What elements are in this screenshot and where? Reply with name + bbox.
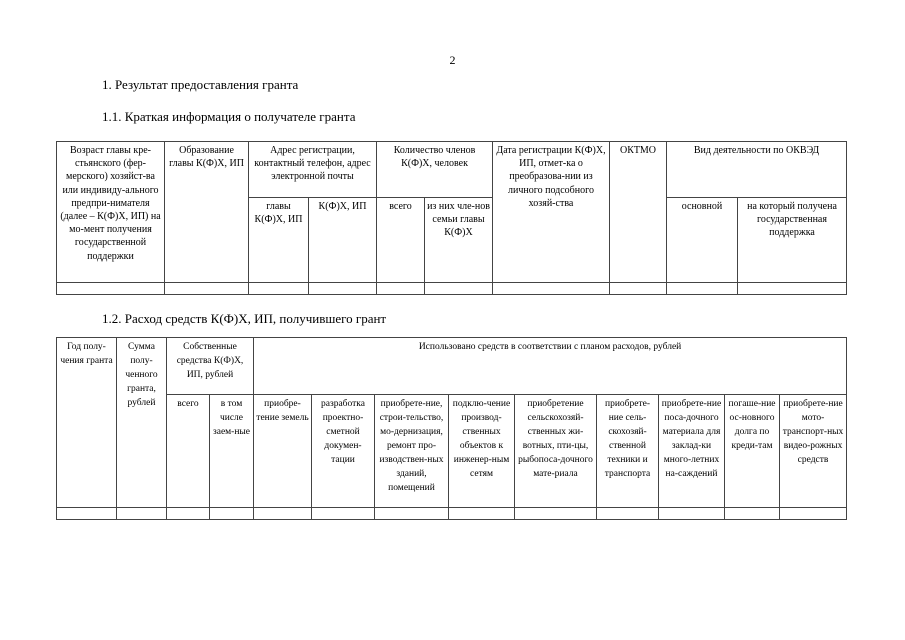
table-cell [738, 283, 847, 295]
table-cell [725, 508, 780, 520]
table-cell [375, 508, 449, 520]
table-row [57, 508, 847, 520]
table-row [57, 283, 847, 295]
table-cell [493, 283, 610, 295]
subheader-vehicles: приобрете-ние мото-транспорт-ных видео-рожных средств [780, 395, 847, 508]
table-cell [425, 283, 493, 295]
table-cell [597, 508, 659, 520]
table-cell [165, 283, 249, 295]
grant-spending-table [56, 337, 847, 520]
header-used-funds: Использовано средств в соответствии с планом расходов, рублей [254, 338, 847, 395]
subheader-networks: подклю-чение производ-ственных объектов к инженер-ным сетям [449, 395, 515, 508]
table-cell [309, 283, 377, 295]
table-cell [57, 508, 117, 520]
subheader-head-address: главы К(Ф)Х, ИП [249, 198, 309, 283]
header-okved: Вид деятельности по ОКВЭД [667, 142, 847, 198]
grant-recipient-table [56, 141, 847, 295]
table-cell [449, 508, 515, 520]
table-cell [254, 508, 312, 520]
header-age: Возраст главы кре-стьянского (фер-мерского) хозяйст-ва или индивиду-ального предпри-нимателя (далее – К(Ф)Х, ИП) на мо-мент получения государственной поддержки [57, 142, 165, 283]
subheader-own-total: всего [167, 395, 210, 508]
header-members: Количество членов К(Ф)Х, человек [377, 142, 493, 198]
header-own-funds: Собственные средства К(Ф)Х, ИП, рублей [167, 338, 254, 395]
subheader-own-borrowed: в том числе заем-ные [210, 395, 254, 508]
subheader-okved-main: основной [667, 198, 738, 283]
page-number: 2 [449, 53, 456, 67]
subheader-seedlings: приобрете-ние поса-дочного материала для заклад-ки много-летних на-саждений [659, 395, 725, 508]
section-1-title: 1. Результат предоставления гранта [102, 77, 299, 92]
table-cell [515, 508, 597, 520]
table-cell [312, 508, 375, 520]
table-cell [117, 508, 167, 520]
header-reg-date: Дата регистрации К(Ф)Х, ИП, отмет-ка о преобразова-нии из личного подсобного хозяй-ства [493, 142, 610, 283]
table-cell [249, 283, 309, 295]
subheader-design-docs: разработка проектно-сметной докумен-тации [312, 395, 375, 508]
subheader-family-members: из них чле-нов семьи главы К(Ф)Х [425, 198, 493, 283]
subheader-kfh-address: К(Ф)Х, ИП [309, 198, 377, 283]
header-oktmo: ОКТМО [610, 142, 667, 283]
header-address: Адрес регистрации, контактный телефон, адрес электронной почты [249, 142, 377, 198]
subheader-members-total: всего [377, 198, 425, 283]
subheader-animals: приобретение сельскохозяй-ственных жи-вотных, пти-цы, рыбопоса-дочного мате-риала [515, 395, 597, 508]
table-cell [167, 508, 210, 520]
table-cell [659, 508, 725, 520]
subheader-debt: погаше-ние ос-новного долга по креди-там [725, 395, 780, 508]
subheader-okved-support: на который получена государственная поддержка [738, 198, 847, 283]
header-education: Образование главы К(Ф)Х, ИП [165, 142, 249, 283]
section-1-1-title: 1.1. Краткая информация о получателе гранта [102, 109, 356, 124]
subheader-equipment: приобрете-ние сель-скохозяй-ственной техники и транспорта [597, 395, 659, 508]
header-grant-sum: Сумма полу-ченного гранта, рублей [117, 338, 167, 508]
table-cell [377, 283, 425, 295]
table-cell [210, 508, 254, 520]
subheader-buildings: приобрете-ние, строи-тельство, мо-дернизация, ремонт про-изводствен-ных зданий, помещений [375, 395, 449, 508]
table-cell [57, 283, 165, 295]
table-cell [780, 508, 847, 520]
section-1-2-title: 1.2. Расход средств К(Ф)Х, ИП, получившего грант [102, 311, 387, 326]
table-cell [610, 283, 667, 295]
table-cell [667, 283, 738, 295]
header-year: Год полу-чения гранта [57, 338, 117, 508]
subheader-land: приобре-тение земель [254, 395, 312, 508]
